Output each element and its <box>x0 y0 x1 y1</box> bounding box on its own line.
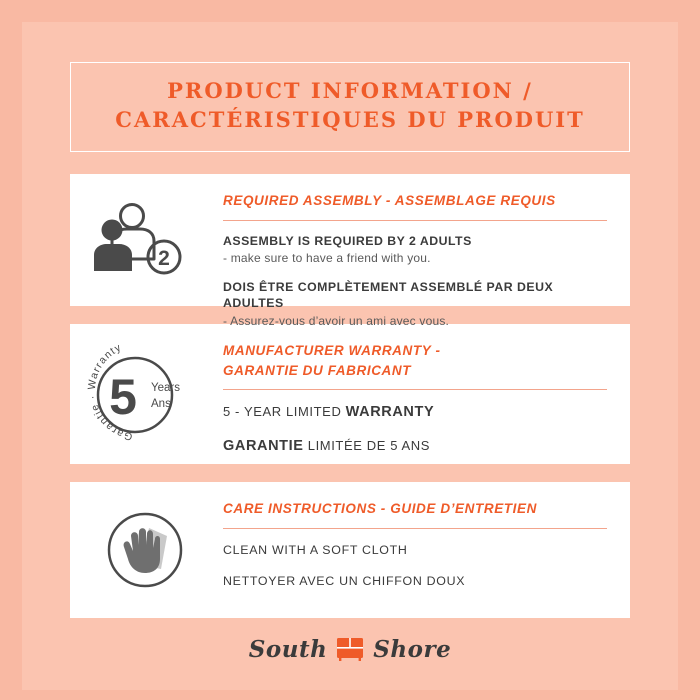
warranty-heading-line1: MANUFACTURER WARRANTY - <box>223 342 441 358</box>
warranty-years-label-fr: Ans <box>151 397 171 410</box>
assembly-text-block <box>219 175 629 329</box>
care-text-block <box>219 483 629 617</box>
assembly-heading: REQUIRED ASSEMBLY - ASSEMBLAGE REQUIS <box>223 191 607 221</box>
poster-inner-panel <box>22 22 678 690</box>
section-card-assembly <box>70 174 630 329</box>
warranty-fr-suffix: LIMITÉE DE 5 ANS <box>303 438 431 454</box>
title-line-fr: CARACTÉRISTIQUES DU PRODUIT <box>115 106 585 132</box>
assembly-line-fr: DOIS ÊTRE COMPLÈTEMENT ASSEMBLÉ PAR DEUX ADULTES <box>223 279 554 311</box>
assembly-adult-count: 2 <box>158 246 170 270</box>
assembly-line-en: ASSEMBLY IS REQUIRED BY 2 ADULTS <box>223 233 472 248</box>
warranty-years-number: 5 <box>109 368 137 425</box>
warranty-seal-icon <box>71 325 219 463</box>
brand-word-left: South <box>248 635 328 663</box>
section-card-care <box>70 482 630 618</box>
warranty-heading-line2: GARANTIE DU FABRICANT <box>223 362 412 378</box>
dresser-icon <box>335 636 365 662</box>
assembly-subline-en: - make sure to have a friend with you. <box>223 251 431 266</box>
warranty-text-block <box>219 325 629 463</box>
care-heading: CARE INSTRUCTIONS - GUIDE D’ENTRETIEN <box>223 499 607 529</box>
warranty-en-prefix: 5 - YEAR LIMITED <box>223 404 346 420</box>
care-line-en: CLEAN WITH A SOFT CLOTH <box>223 542 408 557</box>
hand-cloth-icon <box>71 483 219 617</box>
title-line-en: PRODUCT INFORMATION / <box>167 78 533 103</box>
section-card-warranty <box>70 324 630 464</box>
warranty-years-label-en: Years <box>151 381 180 394</box>
warranty-line-fr <box>223 436 607 456</box>
care-line-fr: NETTOYER AVEC UN CHIFFON DOUX <box>223 574 466 589</box>
warranty-fr-bold: GARANTIE <box>223 438 304 455</box>
brand-word-right: Shore <box>373 635 452 663</box>
page-title <box>70 62 630 152</box>
warranty-line-en <box>223 402 607 422</box>
two-people-icon <box>71 175 219 305</box>
brand-logo <box>70 636 630 663</box>
warranty-en-bold: WARRANTY <box>345 404 435 421</box>
warranty-ring-text: Garantie · Warranty <box>85 341 134 443</box>
warranty-heading <box>223 341 607 390</box>
assembly-subline-fr: - Assurez-vous d’avoir un ami avec vous. <box>223 314 450 329</box>
